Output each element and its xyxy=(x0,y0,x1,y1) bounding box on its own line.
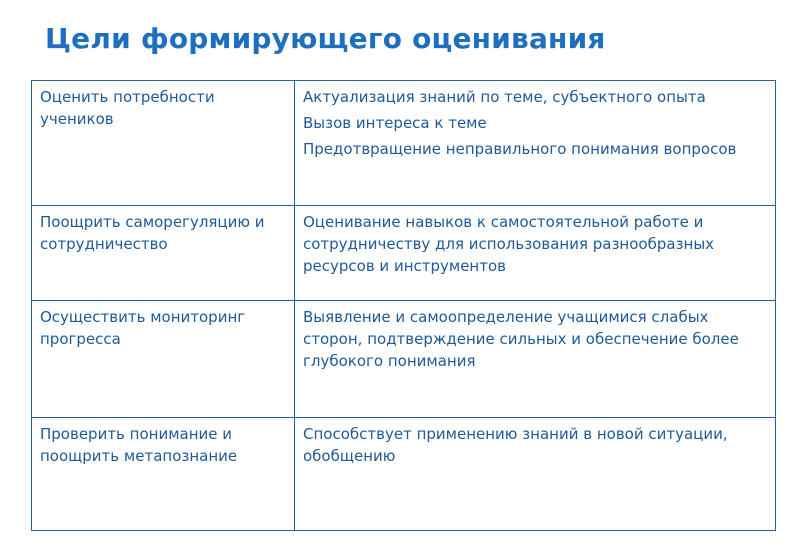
detail-item: Предотвращение неправильного понимания вопросов xyxy=(303,140,737,158)
goal-cell: Проверить понимание и поощрить метапознание xyxy=(32,418,295,531)
table-row xyxy=(32,81,776,206)
goal-cell: Осуществить мониторинг прогресса xyxy=(32,301,295,418)
details-cell xyxy=(295,81,776,206)
table-row xyxy=(32,206,776,301)
detail-item: Способствует применению знаний в новой ситуации, обобщению xyxy=(303,425,728,465)
details-cell xyxy=(295,418,776,531)
slide-title: Цели формирующего оценивания xyxy=(45,22,606,55)
details-cell xyxy=(295,301,776,418)
details-cell xyxy=(295,206,776,301)
table-row xyxy=(32,418,776,531)
goal-cell: Поощрить саморегуляцию и сотрудничество xyxy=(32,206,295,301)
detail-item: Актуализация знаний по теме, субъектного опыта xyxy=(303,88,706,106)
table-row xyxy=(32,301,776,418)
detail-item: Вызов интереса к теме xyxy=(303,114,487,132)
detail-item: Выявление и самоопределение учащимися слабых сторон, подтверждение сильных и обеспечение более глубокого понимания xyxy=(303,308,739,370)
goal-cell: Оценить потребности учеников xyxy=(32,81,295,206)
goals-table xyxy=(31,80,776,531)
detail-item: Оценивание навыков к самостоятельной работе и сотрудничеству для использования разнообразных ресурсов и инструментов xyxy=(303,213,715,275)
